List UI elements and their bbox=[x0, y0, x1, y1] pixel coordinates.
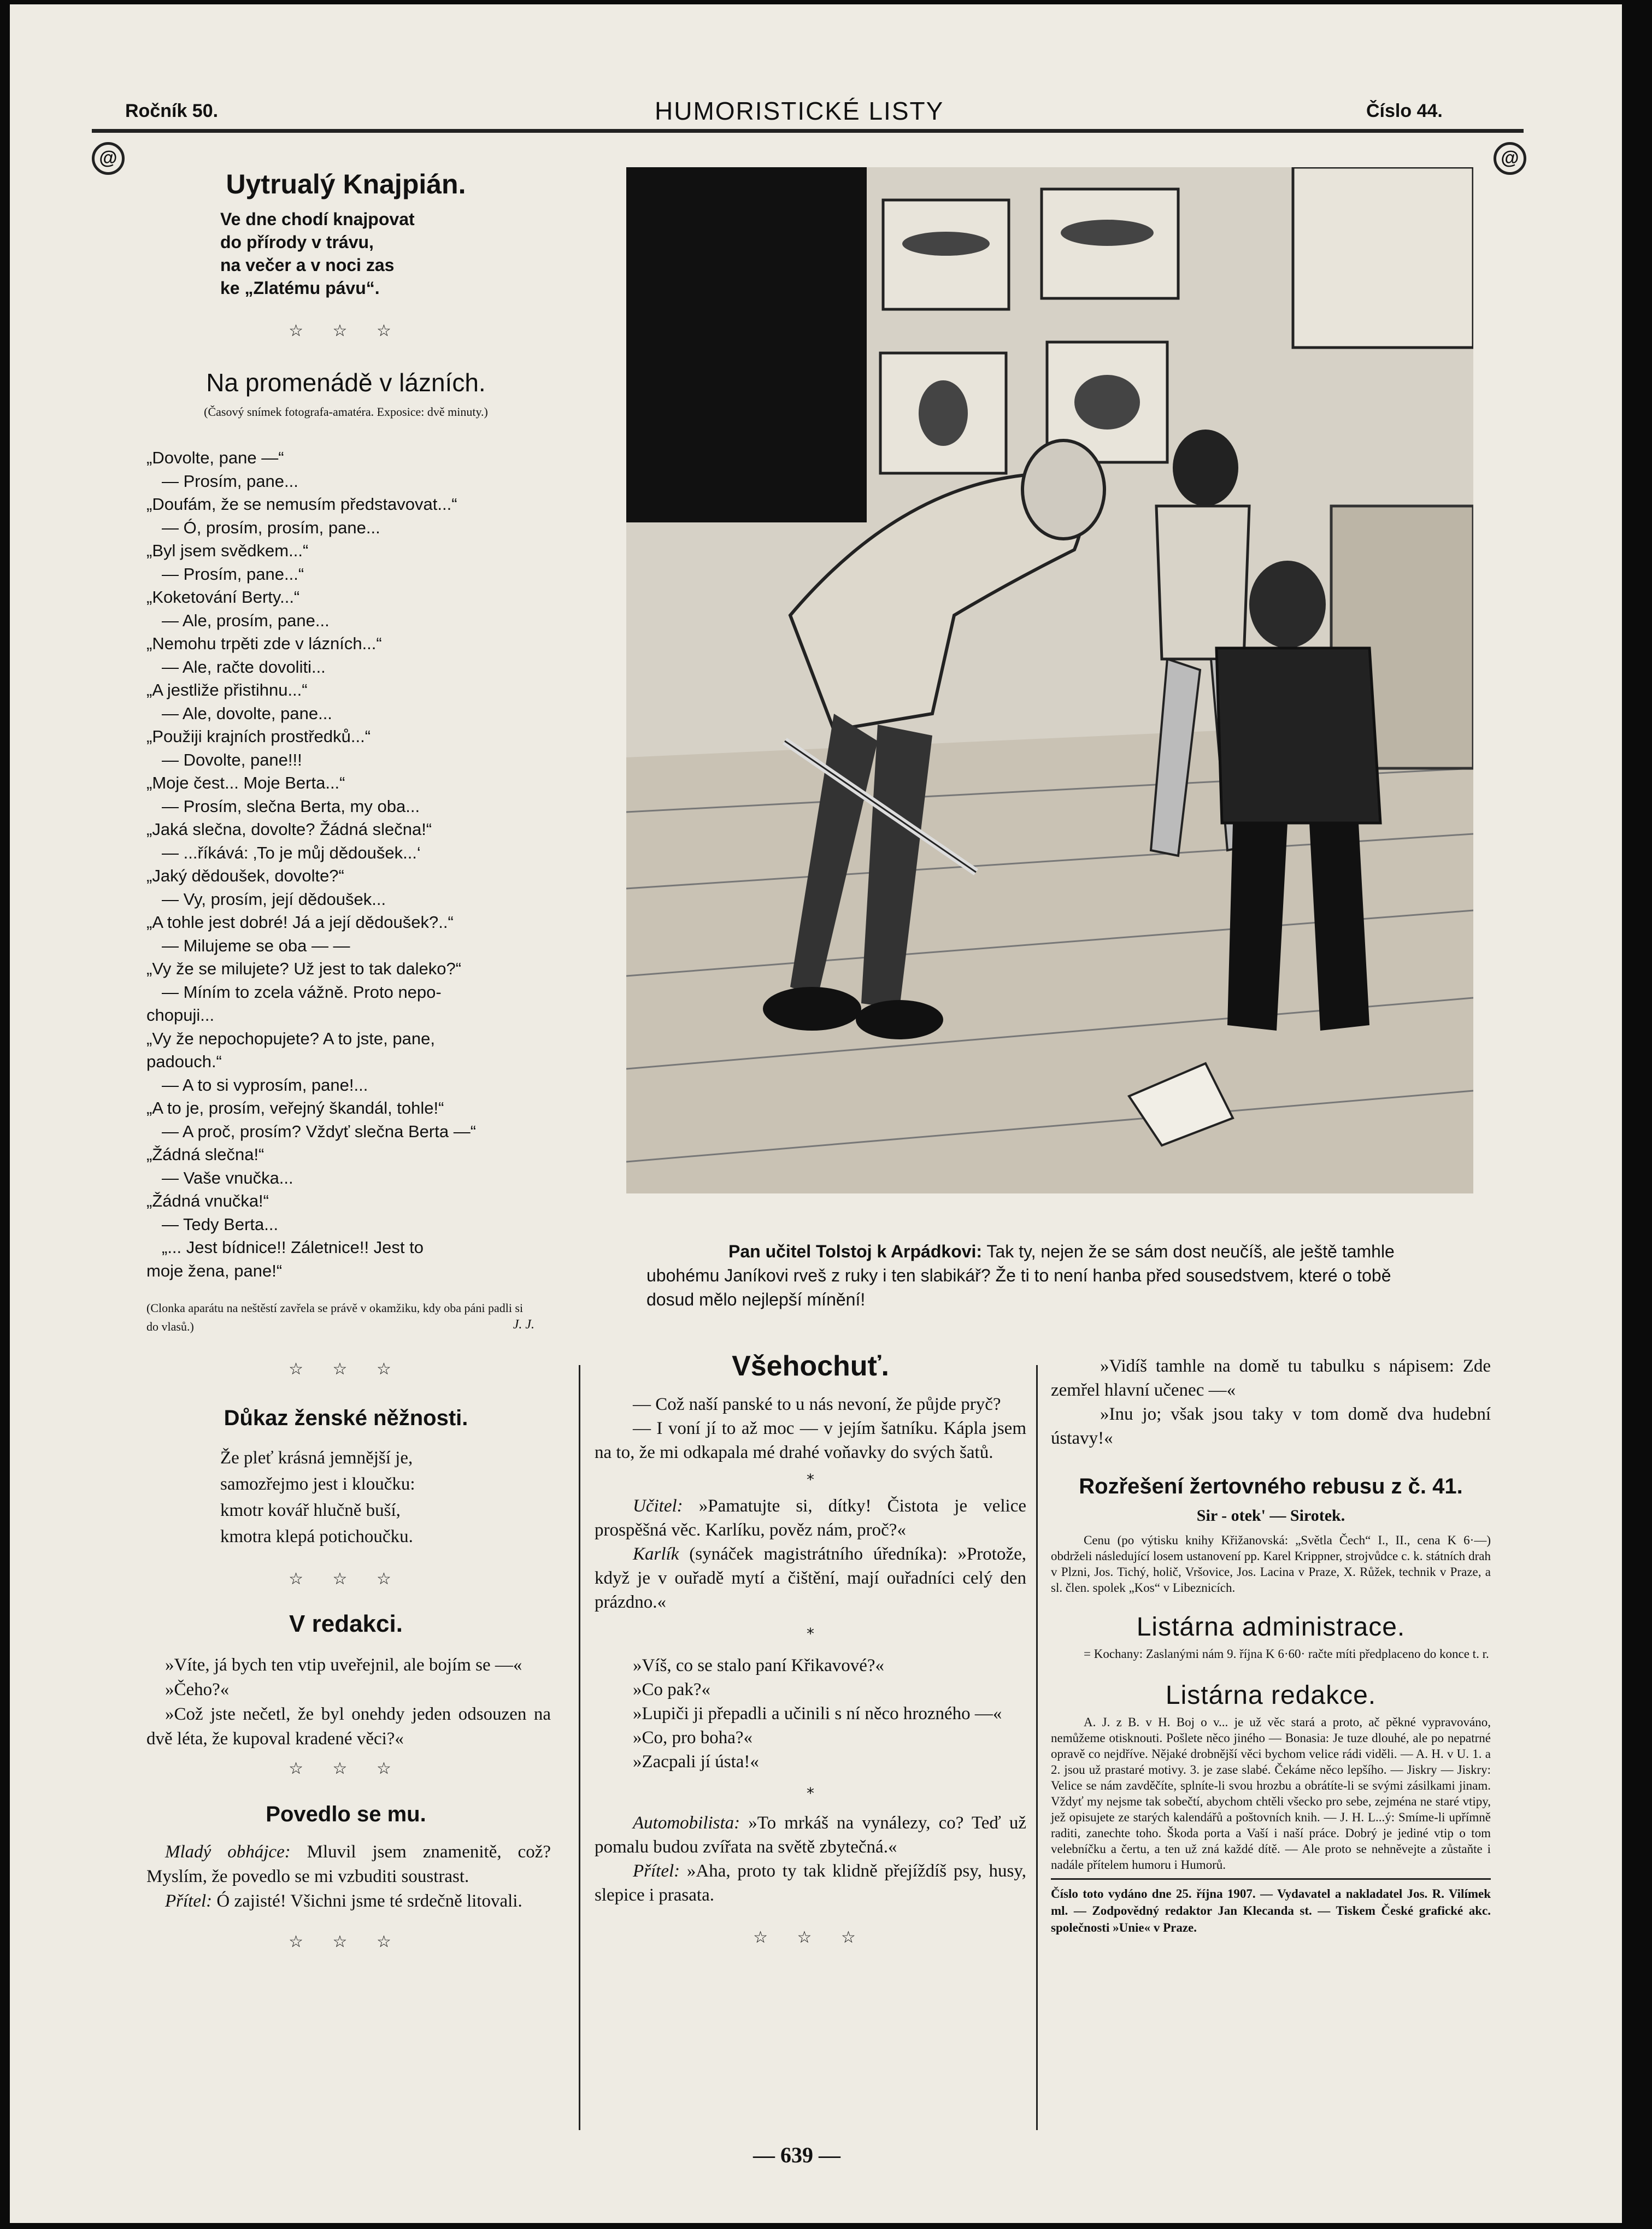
dialogue-line: — Ale, prosím, pane... bbox=[162, 610, 330, 630]
poem-dukaz bbox=[220, 1445, 567, 1550]
separator-stars: ☆ ☆ ☆ bbox=[289, 1932, 403, 1951]
rebus-answer: Sir - otek' — Sirotek. bbox=[1196, 1507, 1345, 1525]
speaker-label: Karlík bbox=[633, 1544, 679, 1564]
speech: Mluvil jsem znamenitě, což? Myslím, že povedlo se mi vzbuditi soustrast. bbox=[146, 1842, 551, 1886]
dialogue-line: — Milujeme se oba — — bbox=[162, 936, 350, 955]
paragraph bbox=[595, 1859, 1026, 1907]
paragraph: »Inu jo; však jsou taky v tom domě dva hudební ústavy!« bbox=[1051, 1404, 1491, 1448]
newspaper-page bbox=[10, 4, 1622, 2223]
dialogue-line: — Ale, dovolte, pane... bbox=[162, 703, 332, 723]
speech: Ó zajisté! Všichni jsme té srdečně litovali. bbox=[216, 1891, 522, 1911]
separator-stars: ☆ ☆ ☆ bbox=[289, 321, 403, 340]
paragraph: »Čeho?« bbox=[165, 1680, 230, 1699]
dialogue-line: „Jaká slečna, dovolte? Žádná slečna!“ bbox=[146, 820, 432, 839]
dialogue-line: — ...říkává: ‚To je můj dědoušek...‘ bbox=[162, 843, 421, 862]
poem-line: kmotra klepá potichoučku. bbox=[220, 1527, 413, 1546]
section-title-promenade: Na promenádě v lázních. bbox=[206, 368, 486, 397]
rebus-text: Cenu (po výtisku knihy Křižanovská: „Světla Čech“ I., II., cena K 6·—) obdrželi následující losem ustanovení pp. Karel Krippner, strojvůdce c. k. státních drah v Plzni, Jos. Tichý, holič, Vršovice, Jos. Lacina v Praze, X. Růžek, technik v Praze, a sl. člen. spolek „Kos“ v Libeznicích. bbox=[1051, 1533, 1491, 1595]
speech: »Pamatujte si, dítky! Čistota je velice prospěšná věc. Karlíku, pověz nám, proč?« bbox=[595, 1496, 1027, 1540]
section-title-rebus: Rozřešení žertovného rebusu z č. 41. bbox=[1079, 1474, 1463, 1498]
dialogue-line: — A proč, prosím? Vždyť slečna Berta —“ bbox=[162, 1121, 477, 1141]
section-title-redakci: V redakci. bbox=[289, 1610, 403, 1637]
dialogue-line: „A tohle jest dobré! Já a její dědoušek?..“ bbox=[146, 913, 454, 932]
poem-knajpian bbox=[220, 208, 567, 299]
admin-text: = Kochany: Zaslanými nám 9. října K 6·60· račte míti předplaceno do konce t. r. bbox=[1084, 1647, 1489, 1661]
speech: »To mrkáš na vynálezy, co? Teď už pomalu budou zvířata na světě zbytečná.« bbox=[595, 1813, 1027, 1857]
promenade-note: (Clonka aparátu na neštěstí zavřela se právě v okamžiku, kdy oba páni padli si do vlasů.) bbox=[146, 1301, 524, 1333]
section-title-redakce: Listárna redakce. bbox=[1165, 1681, 1377, 1710]
poem-line: Že pleť krásná jemnější je, bbox=[220, 1448, 413, 1468]
speaker-label: Automobilista: bbox=[633, 1813, 740, 1833]
dialogue-line: moje žena, pane!“ bbox=[146, 1261, 283, 1280]
paragraph bbox=[595, 1542, 1026, 1614]
paragraph bbox=[595, 1494, 1026, 1542]
paragraph: »Víš, co se stalo paní Křikavové?« bbox=[633, 1656, 885, 1675]
dialogue-line: — A to si vyprosím, pane!... bbox=[162, 1075, 368, 1095]
paragraph bbox=[146, 1840, 551, 1889]
column-divider-1 bbox=[579, 1365, 580, 2130]
poem-line: samozřejmo jest i kloučku: bbox=[220, 1474, 415, 1494]
column-2 bbox=[595, 1350, 1027, 1950]
dialogue-line: — Ó, prosím, prosím, pane... bbox=[162, 517, 380, 537]
poem-line: do přírody v trávu, bbox=[220, 232, 374, 252]
paragraph: »Co pak?« bbox=[633, 1680, 711, 1699]
paragraph: »Víte, já bych ten vtip uveřejnil, ale bojím se —« bbox=[165, 1655, 522, 1675]
separator-asterisk: * bbox=[807, 1471, 814, 1489]
poem-title-dukaz: Důkaz ženské něžnosti. bbox=[224, 1406, 468, 1430]
paragraph: — Což naší panské to u nás nevoní, že půjde pryč? bbox=[633, 1395, 1001, 1414]
imprint-rule bbox=[1051, 1878, 1491, 1880]
redakci-text bbox=[146, 1653, 551, 1751]
promenade-signature: J. J. bbox=[513, 1318, 534, 1332]
dialogue-line: — Prosím, slečna Berta, my oba... bbox=[162, 796, 420, 816]
column-1 bbox=[125, 163, 567, 1951]
dialogue-line: „Žádná vnučka!“ bbox=[146, 1191, 269, 1210]
speaker-label: Přítel: bbox=[165, 1891, 213, 1911]
dialogue-line: „Vy že nepochopujete? A to jste, pane, bbox=[146, 1028, 435, 1048]
dialogue-line: — Míním to zcela vážně. Proto nepo- bbox=[162, 982, 442, 1002]
paragraph bbox=[595, 1811, 1026, 1859]
separator-stars: ☆ ☆ ☆ bbox=[289, 1759, 403, 1778]
speech: »Aha, proto ty tak klidně přejíždíš psy, husy, slepice i prasata. bbox=[595, 1861, 1026, 1905]
dialogue-line: „Byl jsem svědkem...“ bbox=[146, 541, 309, 560]
paragraph: »Co, pro boha?« bbox=[633, 1728, 753, 1748]
classroom-illustration bbox=[626, 167, 1473, 1193]
dialogue-line: „Vy že se milujete? Už jest to tak daleko?“ bbox=[146, 959, 462, 978]
speech: (synáček magistrátního úředníka): »Protože, když je v ouřadě mytí a čištění, mají ouřadníci celý den prázdno.« bbox=[595, 1544, 1026, 1612]
caption-text: Tak ty, nejen že se sám dost neučíš, ale ještě tamhle ubohému Janíkovi rveš z ruky i ten slabikář? Že ti to není hanba před sousedstvem, které o tobě dosud mělo nejlepší mínění! bbox=[646, 1242, 1395, 1309]
paragraph: »Vidíš tamhle na domě tu tabulku s nápisem: Zde zemřel hlavní učenec —« bbox=[1051, 1356, 1491, 1400]
dialogue-line: — Tedy Berta... bbox=[162, 1214, 279, 1234]
dialogue-line: „Jaký dědoušek, dovolte?“ bbox=[146, 866, 344, 885]
dialogue-line: padouch.“ bbox=[146, 1052, 222, 1071]
separator-stars: ☆ ☆ ☆ bbox=[753, 1928, 868, 1947]
separator-asterisk: * bbox=[807, 1625, 814, 1643]
section-title-vsehochut: Všehochuť. bbox=[732, 1350, 889, 1382]
separator-asterisk: * bbox=[807, 1784, 814, 1802]
header-issue: Číslo 44. bbox=[1366, 101, 1443, 121]
dialogue-line: chopuji... bbox=[146, 1005, 215, 1025]
poem-line: ke „Zlatému pávu“. bbox=[220, 278, 380, 298]
dialogue-line: — Prosím, pane...“ bbox=[162, 564, 304, 584]
speaker-label: Mladý obhájce: bbox=[165, 1842, 291, 1862]
dialogue-line: „Použiji krajních prostředků...“ bbox=[146, 727, 371, 746]
dialogue-line: „Dovolte, pane —“ bbox=[146, 448, 284, 467]
imprint-text: Číslo toto vydáno dne 25. října 1907. — Vydavatel a nakladatel Jos. R. Vilímek ml. — Zodpovědný redaktor Jan Klecanda st. — Tiskem České grafické akc. společnosti »Unie« v Praze. bbox=[1051, 1887, 1491, 1934]
promenade-subtitle: (Časový snímek fotografa-amatéra. Exposice: dvě minuty.) bbox=[204, 405, 488, 419]
blackboard-shape bbox=[626, 167, 867, 522]
separator-stars: ☆ ☆ ☆ bbox=[289, 1569, 403, 1589]
poem-title-knajpian: Uytrualý Knajpián. bbox=[226, 169, 466, 199]
illustration-caption bbox=[646, 1239, 1439, 1311]
povedlo-text bbox=[146, 1840, 551, 1914]
column-divider-2 bbox=[1036, 1365, 1038, 2130]
dialogue-line: „A jestliže přistihnu...“ bbox=[146, 680, 308, 699]
ornament-left-icon: @ bbox=[92, 142, 125, 175]
page-number: — 639 — bbox=[753, 2143, 840, 2167]
speaker-label: Učitel: bbox=[633, 1496, 683, 1516]
ornament-right-icon: @ bbox=[1494, 142, 1526, 175]
poem-line: na večer a v noci zas bbox=[220, 255, 395, 275]
dialogue-line: „Nemohu trpěti zde v lázních...“ bbox=[146, 634, 382, 653]
dialogue-line: „Moje čest... Moje Berta...“ bbox=[146, 773, 345, 792]
dialogue-line: „A to je, prosím, veřejný škandál, tohle!“ bbox=[146, 1098, 444, 1118]
dialogue-line: „Žádná slečna!“ bbox=[146, 1145, 264, 1164]
dialogue-line: — Vy, prosím, její dědoušek... bbox=[162, 889, 386, 909]
dialogue-line: „... Jest bídnice!! Záletnice!! Jest to bbox=[162, 1238, 424, 1257]
promenade-dialogue bbox=[146, 446, 567, 1283]
dialogue-line: — Dovolte, pane!!! bbox=[162, 750, 302, 769]
dialogue-line: — Ale, račte dovoliti... bbox=[162, 657, 326, 677]
dialogue-line: „Koketování Berty...“ bbox=[146, 587, 300, 607]
paragraph: — I voní jí to až moc — v jejím šatníku. Kápla jsem na to, že mi odkapala mé drahé voňavky do svých šatů. bbox=[595, 1419, 1026, 1462]
poem-line: Ve dne chodí knajpovat bbox=[220, 209, 415, 229]
header-rule bbox=[92, 129, 1524, 133]
illustration bbox=[626, 167, 1473, 1193]
separator-stars: ☆ ☆ ☆ bbox=[289, 1360, 403, 1379]
section-title-povedlo: Povedlo se mu. bbox=[266, 1802, 426, 1826]
speaker-label: Přítel: bbox=[633, 1861, 680, 1881]
header-volume: Ročník 50. bbox=[125, 101, 219, 121]
caption-lead: Pan učitel Tolstoj k Arpádkovi: bbox=[728, 1242, 983, 1261]
paragraph: »Zacpali jí ústa!« bbox=[633, 1752, 759, 1772]
dialogue-line: — Prosím, pane... bbox=[162, 471, 298, 491]
paragraph bbox=[146, 1889, 551, 1914]
column-3 bbox=[1051, 1354, 1491, 1936]
dialogue-line: „Doufám, že se nemusím představovat...“ bbox=[146, 495, 457, 514]
paragraph: »Což jste nečetl, že byl onehdy jeden odsouzen na dvě léta, že kupoval kradené věci?« bbox=[146, 1704, 551, 1749]
poem-line: kmotr kovář hlučně buší, bbox=[220, 1501, 401, 1520]
redakce-text: A. J. z B. v H. Boj o v... je už věc stará a proto, ač pěkné vypravováno, nemůžeme otisknouti. Pošlete něco jiného — Bonasia: Je tuze dlouhé, ale po nepatrné opravě co nejdříve. Nějaké drobnější věci bychom velice rádi viděli. — A. H. v U. 1. a 2. jsou už prastaré motivy. 3. je zase slabé. Čekáme něco lepšího. — Jiskry — Jiskry: Velice se nám zavděčíte, splníte-li svou hrozbu a obrátíte-li se svými zásilkami jinam. Vždyť my nejsme tak sobečtí, abychom chtěli všecko pro sebe, zejména ne staré vtipy, jež opisujete ze starých kalendářů a poštovních knih. — J. H. L...ý: Smíme-li upřímně raditi, zanechte toho. Škoda porta a Vaší i naší práce. Dobrý je jediné vtip o tom velebníčku a čertu, a ten už zná každé dítě. — Ale proto se nehněvejte a zůstaňte i nadále přítelem humoru i Humorů. bbox=[1051, 1715, 1491, 1872]
dialogue-line: — Vaše vnučka... bbox=[162, 1168, 293, 1187]
header-title: HUMORISTICKÉ LISTY bbox=[655, 97, 944, 125]
paragraph: »Lupiči ji přepadli a učinili s ní něco hrozného —« bbox=[633, 1704, 1002, 1724]
section-title-administrace: Listárna administrace. bbox=[1136, 1613, 1406, 1642]
